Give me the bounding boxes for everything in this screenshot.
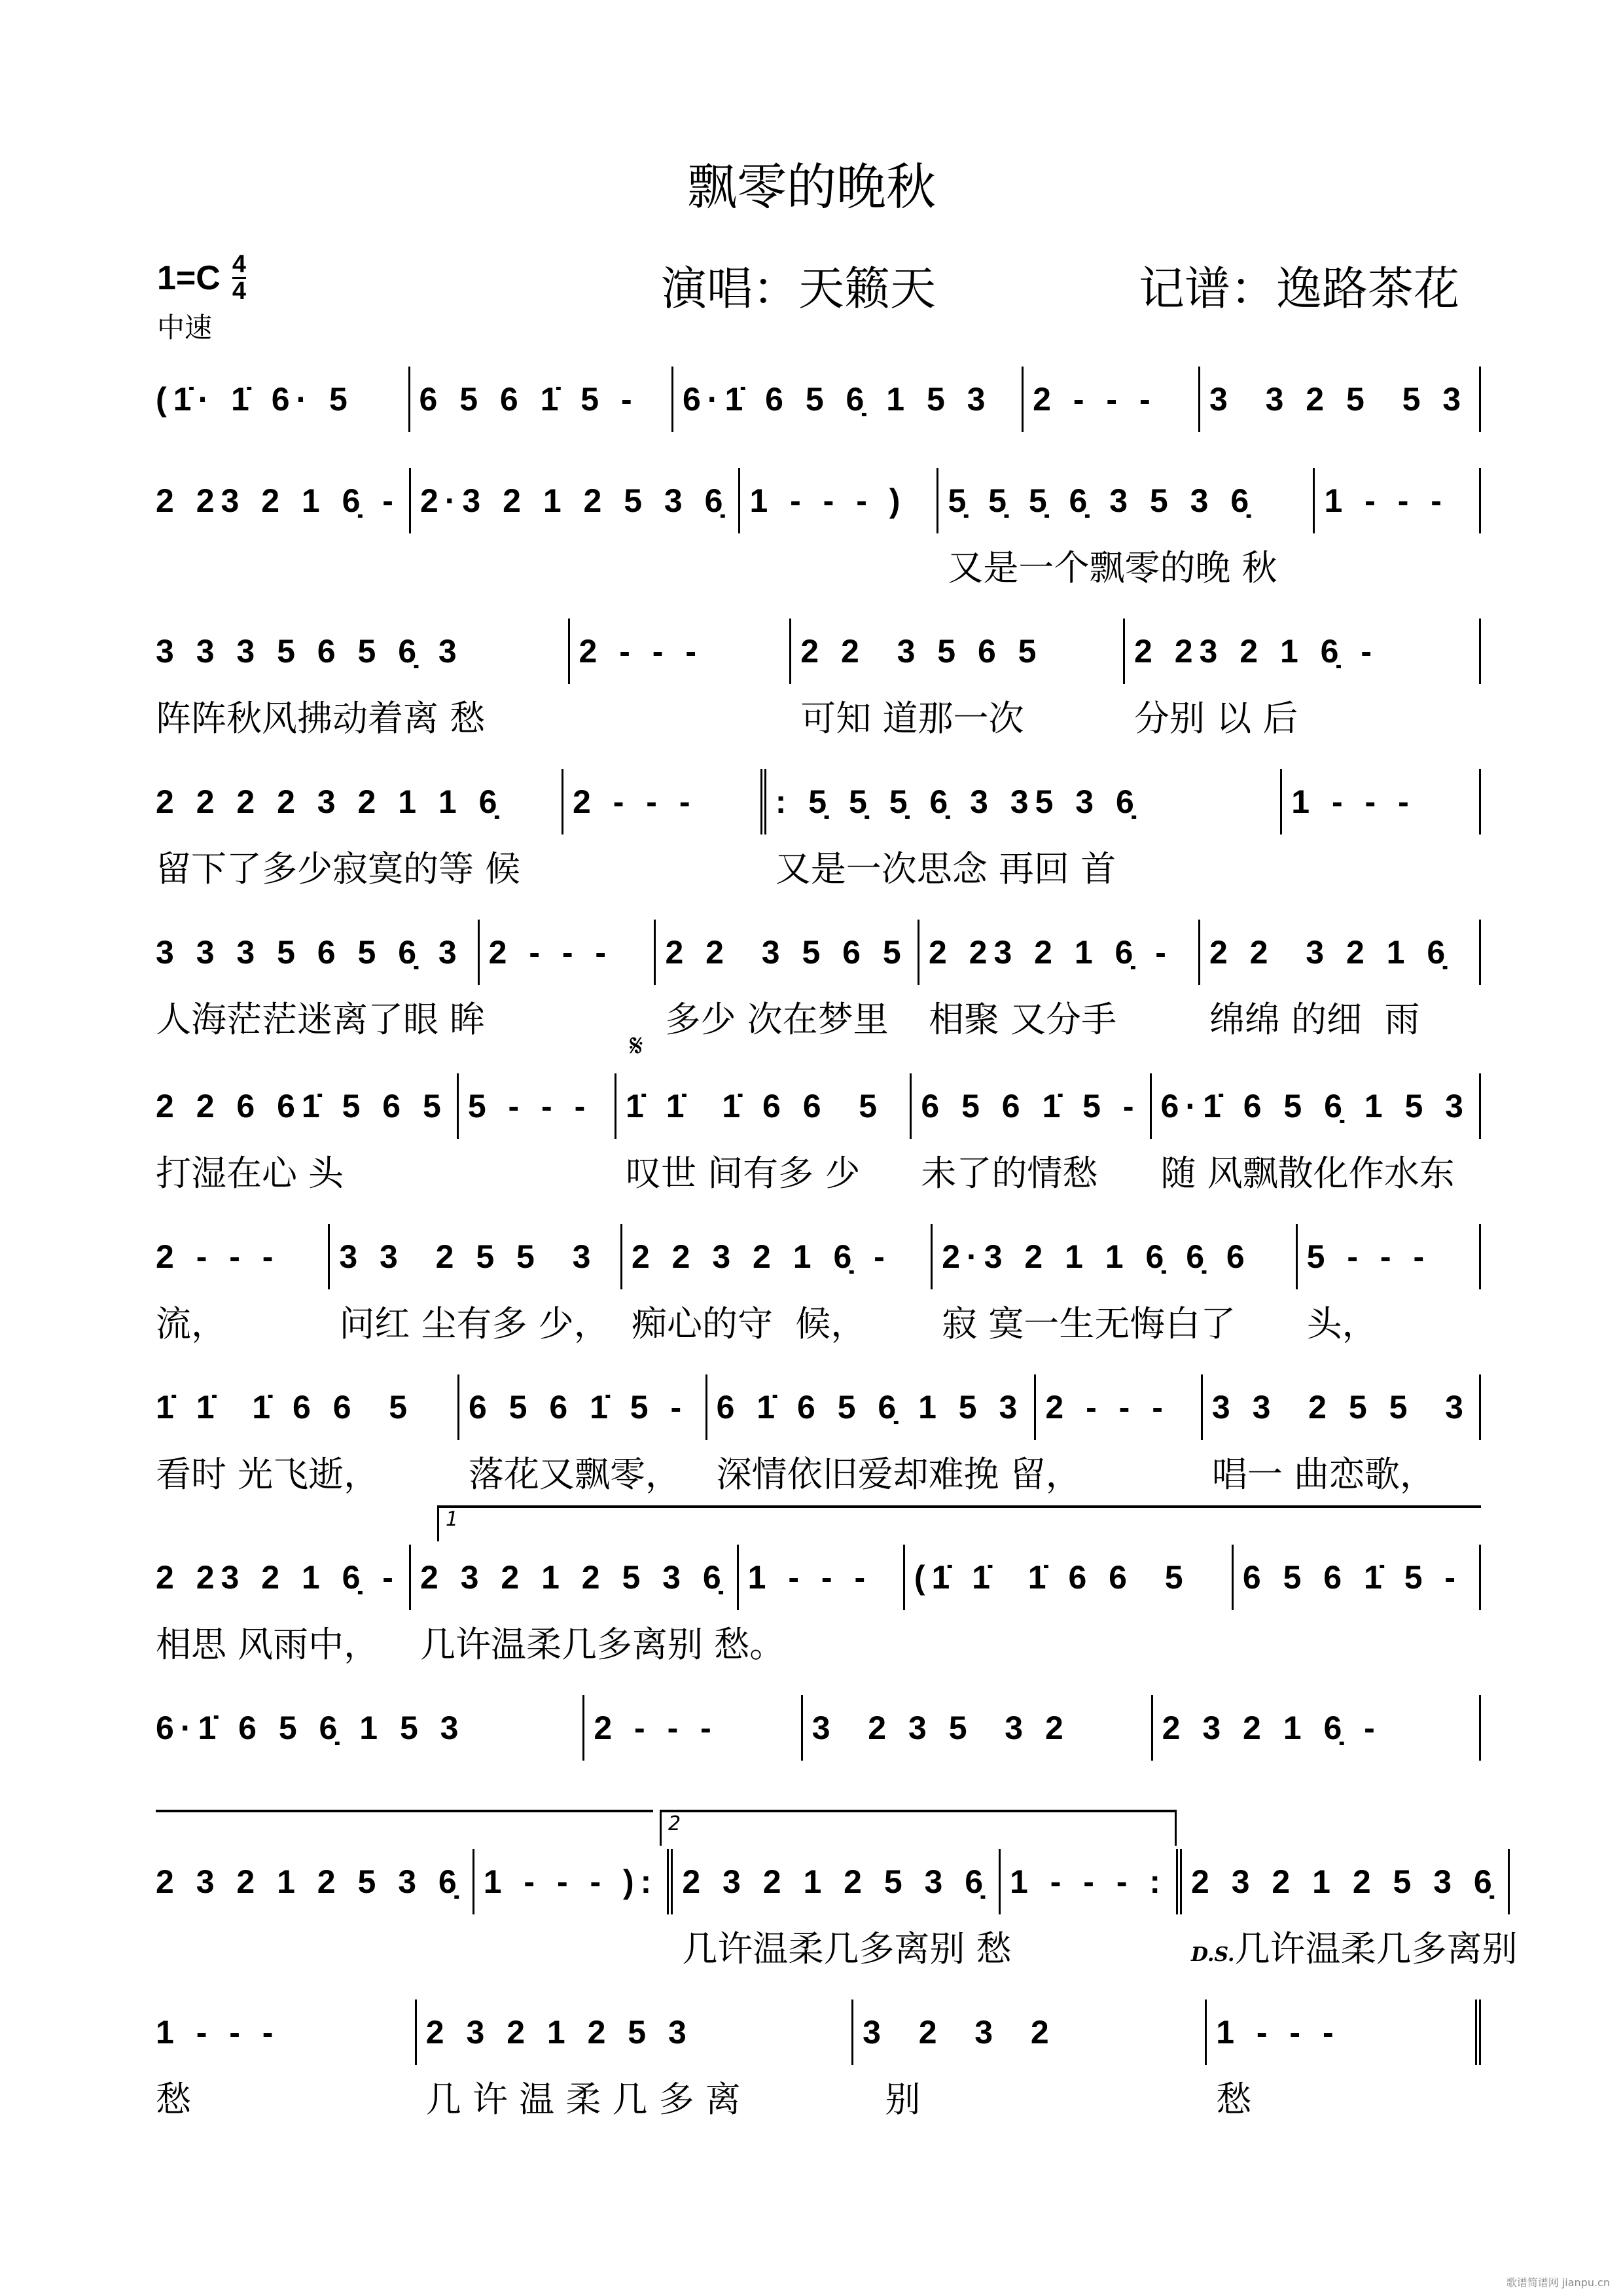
measure-notes: 3 2 3 2 [863,2014,1056,2051]
measure [459,1073,616,1139]
lyric: 叹世 间有多 少 [626,1153,861,1194]
lyric: 问红 尘有多 少， [339,1303,609,1344]
measure [480,920,656,985]
measure [1282,769,1481,834]
lyric: 痴心的守 候， [631,1303,866,1344]
lyric: 头， [1306,1303,1378,1344]
measure-notes: 3 3 2 5 5 3 [1209,381,1468,418]
lyric: 唱一 曲恋歌， [1211,1454,1436,1495]
measure-notes: 1 - - - [1291,783,1416,820]
measure [853,2000,1207,2120]
measure-row [156,468,1481,588]
measure-notes: 2 2 6 61̇ 5 6 5 [156,1088,448,1124]
key-label: 1=C [157,259,221,297]
measure [156,1374,459,1495]
measure-notes: 1̇ 1̇ 1̇ 6 6 5 [626,1088,884,1124]
ds-marking: D.S. [1191,1943,1235,1966]
measure-notes: 5̣ 5̣ 5̣ 6̣ 3 5 3 6̣ [948,482,1256,519]
score-line [156,1695,1481,1826]
measure-notes: 1̇ 1̇ 1̇ 6 6 5 [156,1389,414,1426]
measure [1315,468,1481,533]
measure [156,468,411,533]
measure-notes: 6 5 6 1̇ 5 - [419,381,639,418]
score-line [156,1028,1481,1204]
singer-credit: 演唱：天籁天 [661,262,936,315]
measure-notes: 3 3 2 5 5 3 [1211,1389,1470,1426]
measure-notes: 6·1̇ 6 5 6̣ 1 5 3 [683,381,992,418]
measure [584,1695,802,1761]
measure-notes: 2·3 2 1 2 5 3 6̣ [419,482,730,519]
measure [1036,1374,1202,1440]
time-signature-top: 4 [232,251,246,278]
measure-row [156,1374,1481,1495]
measure [156,1073,459,1194]
measure-notes: 2 3 2 1 2 5 3 6̣ [682,1863,990,1900]
lyric: 分别 以 后 [1134,698,1298,739]
measure-notes: 5 - - - [467,1088,592,1124]
measure [156,769,563,889]
measure-notes: 6 5 6 1̇ 5 - [468,1389,688,1426]
measure-notes: 2 - - - [1033,381,1157,418]
measure [330,1224,622,1344]
measure-notes: (1̇· 1̇ 6· 5 [156,381,354,418]
measure [673,367,1024,432]
lyric: 愁 [1216,2079,1252,2120]
measure [739,1545,905,1610]
measure-notes: 2 - - - [594,1710,718,1746]
measure-notes: 1 - - - : [1010,1863,1168,1900]
measure-notes: 5 - - - [1306,1238,1431,1275]
measure [156,619,570,739]
measure [156,1849,474,1914]
measure [673,1849,1012,1969]
measure [912,1073,1151,1194]
measure [905,1545,1234,1610]
lyric: 别 [863,2079,921,2120]
measure [156,920,486,1040]
measure-notes: 2 3 2 1 2 5 3 6̣ [419,1559,728,1596]
measure-notes: 2 23 2 1 6̣ - [1134,633,1379,670]
measure [410,367,674,432]
measure-row [156,1545,1481,1665]
measure-notes: (1̇ 1̇ 1̇ 6 6 5 [914,1559,1190,1596]
measure [417,2000,853,2120]
lyric: 阵阵秋风拂动着离 愁 [156,698,486,739]
measure-notes: 3 3 3 5 6 5 6̣ 3 [156,934,463,971]
lyric: 又是一个飘零的晚 秋 [948,547,1277,588]
measure-notes: 2 2 3 2 1 6̣ - [631,1238,891,1275]
score-line [156,1812,1518,1980]
measure-notes: 2 - - - [156,1238,280,1275]
measure [411,468,740,533]
measure [1152,1073,1481,1194]
measure-notes: 1 - - - ) [749,482,907,519]
song-title: 飘零的晚秋 [687,158,936,216]
score-line [156,2000,1481,2130]
measure-notes: 2 2 3 5 6 5 [800,633,1043,670]
measure [1234,1545,1481,1610]
measure-notes: 2 23 2 1 6̣ - [156,1559,400,1596]
lyric [1191,1921,1517,1971]
measure-notes: 2 23 2 1 6̣ - [928,934,1173,971]
measure-notes: 1 - - - [1216,2014,1340,2051]
measure [459,1374,707,1495]
measure-notes: 2 2 2 2 3 2 1 1 6̣ [156,783,504,820]
measure-row [156,2000,1481,2120]
measure [411,1545,785,1665]
measure-notes: 2 - - - [573,783,697,820]
measure [1207,2000,1481,2120]
measure [474,1849,673,1914]
measure-notes: 2 2 3 5 6 5 [665,934,908,971]
measure [919,920,1200,1040]
key-signature [157,252,246,304]
lyric: 多少 次在梦里 [665,999,889,1040]
time-signature-bottom: 4 [232,278,246,305]
measure-row [156,1028,1481,1194]
lyric: 绵绵 的细 雨 [1209,999,1420,1040]
measure [766,769,1283,889]
lyric: 可知 道那一次 [800,698,1024,739]
measure-notes: 1 - - - [747,1559,872,1596]
measure-notes: 6·1̇ 6 5 6̣ 1 5 3 [1160,1088,1470,1124]
measure-notes: 1 - - - [156,2014,280,2051]
measure [938,468,1315,588]
lyric: 寂 寞一生无悔白了 [942,1303,1236,1344]
lyric-text: 几许温柔几多离别 [1234,1928,1518,1969]
measure [740,468,938,533]
measure [1200,367,1481,432]
first-ending-bracket: 1 [437,1505,1481,1541]
measure-notes: 2 3 2 1 2 5 3 [425,2014,693,2051]
second-ending-bracket: 2 [660,1810,1177,1846]
score-line [156,468,1481,599]
measure-notes: : 5̣ 5̣ 5̣ 6̣ 3 35 3 6̣ [775,783,1141,820]
tempo-marking: 中速 [157,312,213,344]
lyric: 流， [156,1303,226,1344]
lyric: 看时 光飞逝， [156,1454,380,1495]
lyric: 几许温柔几多离别 愁。 [419,1624,785,1665]
measure [933,1224,1297,1344]
measure-row [156,367,1481,432]
measure [656,920,919,1040]
measure-notes: 2 3 2 1 2 5 3 6̣ [1191,1863,1499,1900]
measure-notes: 6 5 6 1̇ 5 - [921,1088,1141,1124]
measure-notes: 6·1̇ 6 5 6̣ 1 5 3 [156,1710,465,1746]
measure-notes: 1 - - - [1324,482,1448,519]
measure [1200,920,1481,1040]
score-line [156,1374,1481,1505]
measure-notes: 6 1̇ 6 5 6̣ 1 5 3 [716,1389,1024,1426]
measure-notes: 3 3 2 5 5 3 [339,1238,597,1275]
measure [156,1695,584,1761]
measure-row [156,920,1481,1040]
measure [1153,1695,1481,1761]
lyric: 相聚 又分手 [928,999,1117,1040]
measure [1203,1374,1481,1495]
score-line [156,769,1481,900]
measure [622,1224,933,1344]
lyric: 打湿在心 头 [156,1153,344,1194]
measure [791,619,1125,739]
measure-notes: 2 2 3 2 1 6̣ [1209,934,1452,971]
lyric: 相思 风雨中， [156,1624,380,1665]
score-line [156,619,1481,749]
measure-row [156,619,1481,739]
measure [1024,367,1200,432]
lyric: 未了的情愁 [921,1153,1098,1194]
lyric: 落花又飘零， [468,1454,681,1495]
lyric: 几许温柔几多离别 愁 [682,1928,1012,1969]
measure-notes: 3 3 3 5 6 5 6̣ 3 [156,633,463,670]
measure [563,769,766,834]
measure-notes: 2 23 2 1 6̣ - [156,482,400,519]
lyric: 人海茫茫迷离了眼 眸 [156,999,486,1040]
measure-notes: 2 - - - [1045,1389,1169,1426]
score-line [156,1224,1481,1355]
measure [616,1028,912,1194]
measure-notes: 2 3 2 1 2 5 3 6̣ [156,1863,463,1900]
transcriber-credit: 记谱：逸路茶花 [1139,262,1459,315]
measure [156,2000,417,2120]
measure [1298,1224,1481,1344]
lyric: 愁 [156,2079,191,2120]
measure-notes: 3 2 3 5 3 2 [812,1710,1070,1746]
measure [1182,1849,1518,1969]
measure-notes: 1 - - - ): [483,1863,658,1900]
measure [156,367,410,432]
measure-row [156,1224,1481,1344]
lyric: 随 风飘散化作水东 [1160,1153,1455,1194]
time-signature [232,252,246,304]
measure [156,1545,411,1665]
segno-icon: 𝄋 [630,1028,643,1064]
watermark: 歌谱简谱网 jianpu.cn [1506,2276,1610,2289]
score-line [156,1508,1481,1676]
lyric: 留下了多少寂寞的等 候 [156,848,521,889]
measure-row [156,1695,1481,1761]
lyric: 又是一次思念 再回 首 [775,848,1116,889]
measure [156,1224,330,1344]
measure [1001,1849,1182,1914]
measure [570,619,792,684]
measure-notes: 2·3 2 1 1 6̣ 6̣ 6 [942,1238,1251,1275]
lyric: 深情依旧爱却难挽 留， [716,1454,1081,1495]
measure-row [156,769,1481,889]
measure [803,1695,1153,1761]
measure-notes: 2 3 2 1 6̣ - [1162,1710,1382,1746]
measure [1125,619,1481,739]
measure-notes: 6 5 6 1̇ 5 - [1242,1559,1463,1596]
lyric: 几 许 温 柔 几 多 离 [425,2079,741,2120]
score-line [156,920,1481,1050]
measure-notes: 2 - - - [579,633,703,670]
measure-notes: 2 - - - [488,934,613,971]
first-ending-bracket-cont [156,1810,653,1846]
measure [707,1374,1081,1495]
measure-row [156,1849,1518,1969]
